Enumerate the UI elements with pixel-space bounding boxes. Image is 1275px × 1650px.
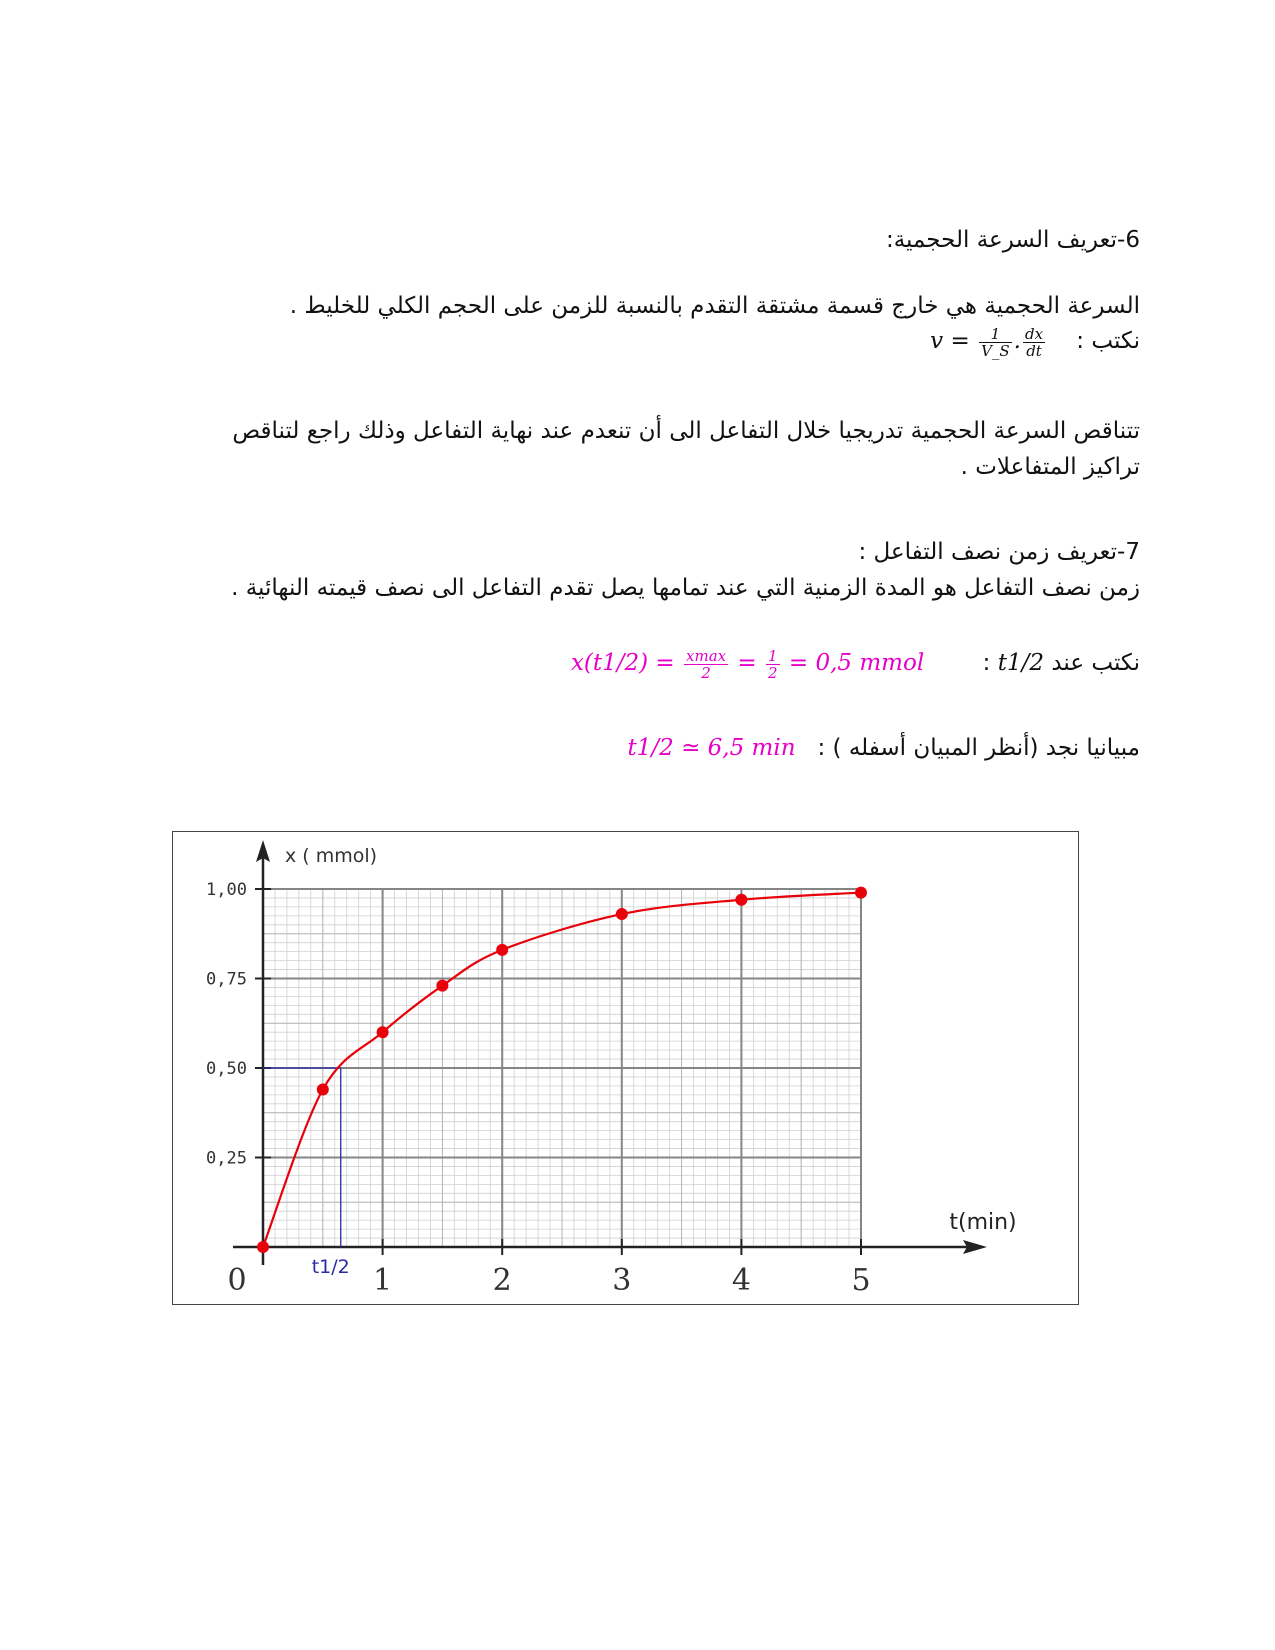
y-tick-label: 0,50: [206, 1059, 247, 1079]
colon: :: [982, 650, 991, 676]
data-point: [317, 1083, 329, 1095]
x-tick-label: 5: [851, 1263, 871, 1298]
y-axis-label: x ( mmol): [285, 845, 378, 867]
section6-heading: 6-تعريف السرعة الحجمية:: [885, 227, 1140, 253]
half-frac2-den: 2: [768, 663, 778, 682]
x-tick-label: 4: [731, 1263, 751, 1298]
half-frac1-den: 2: [701, 663, 711, 682]
graph-result-line: [100, 730, 1140, 766]
t-half-symbol: t1/2: [997, 650, 1044, 676]
data-point: [377, 1026, 389, 1038]
velocity-formula: [930, 323, 1047, 359]
graph-text: مبيانيا نجد (أنظر المبيان أسفله ) :: [817, 735, 1140, 761]
section7-heading: 7-تعريف زمن نصف التفاعل :: [858, 539, 1140, 565]
data-point: [855, 887, 867, 899]
data-point: [735, 894, 747, 906]
x-tick-label: 1: [373, 1263, 393, 1298]
formula-dot: .: [1013, 328, 1021, 354]
half-formula: [571, 645, 924, 681]
half-frac2-num: 1: [768, 646, 778, 665]
data-point: [496, 944, 508, 956]
frac1-num: 1: [979, 326, 1012, 343]
y-tick-label: 0,75: [206, 969, 247, 990]
half-formula-line: [100, 645, 1140, 689]
write-label: نكتب :: [1076, 328, 1140, 354]
section6-definition: السرعة الحجمية هي خارج قسمة مشتقة التقدم بالنسبة للزمن على الحجم الكلي للخليط .: [289, 293, 1140, 319]
section6-formula-line: [100, 323, 1140, 373]
write-at-label: نكتب عند: [1051, 650, 1140, 676]
data-point: [616, 908, 628, 920]
frac2-den: dt: [1026, 341, 1042, 360]
x-tick-label: 2: [492, 1263, 512, 1298]
x-axis-label: t(min): [949, 1210, 1017, 1235]
half-eq: =: [737, 650, 757, 676]
y-tick-label: 0,25: [206, 1148, 247, 1169]
data-point: [436, 980, 448, 992]
frac1-den: V_S: [981, 341, 1010, 360]
formula-lhs: v =: [930, 328, 970, 354]
y-tick-label: 1,00: [206, 880, 247, 900]
half-frac1-num: xmax: [686, 646, 727, 665]
half-lhs: x(t1/2) =: [570, 650, 675, 676]
x-tick-label: 0: [227, 1263, 247, 1298]
section6-decrease-line2: تراكيز المتفاعلات .: [960, 454, 1140, 480]
graph-result: t1/2 ≃ 6,5 min: [627, 735, 796, 761]
half-rhs: = 0,5 mmol: [788, 650, 925, 676]
x-tick-label: 3: [612, 1263, 632, 1298]
data-point: [257, 1241, 269, 1253]
frac2-num: dx: [1024, 324, 1044, 343]
section6-decrease-line1: تتناقص السرعة الحجمية تدريجيا خلال التفاعل الى أن تنعدم عند نهاية التفاعل وذلك راجع لتناقص: [232, 418, 1140, 444]
half-life-chart: [173, 832, 1078, 1304]
t-half-label: t1/2: [311, 1256, 350, 1278]
chart-frame: [172, 831, 1079, 1305]
section7-definition: زمن نصف التفاعل هو المدة الزمنية التي عند تمامها يصل تقدم التفاعل الى نصف قيمته النهائية .: [231, 575, 1140, 601]
